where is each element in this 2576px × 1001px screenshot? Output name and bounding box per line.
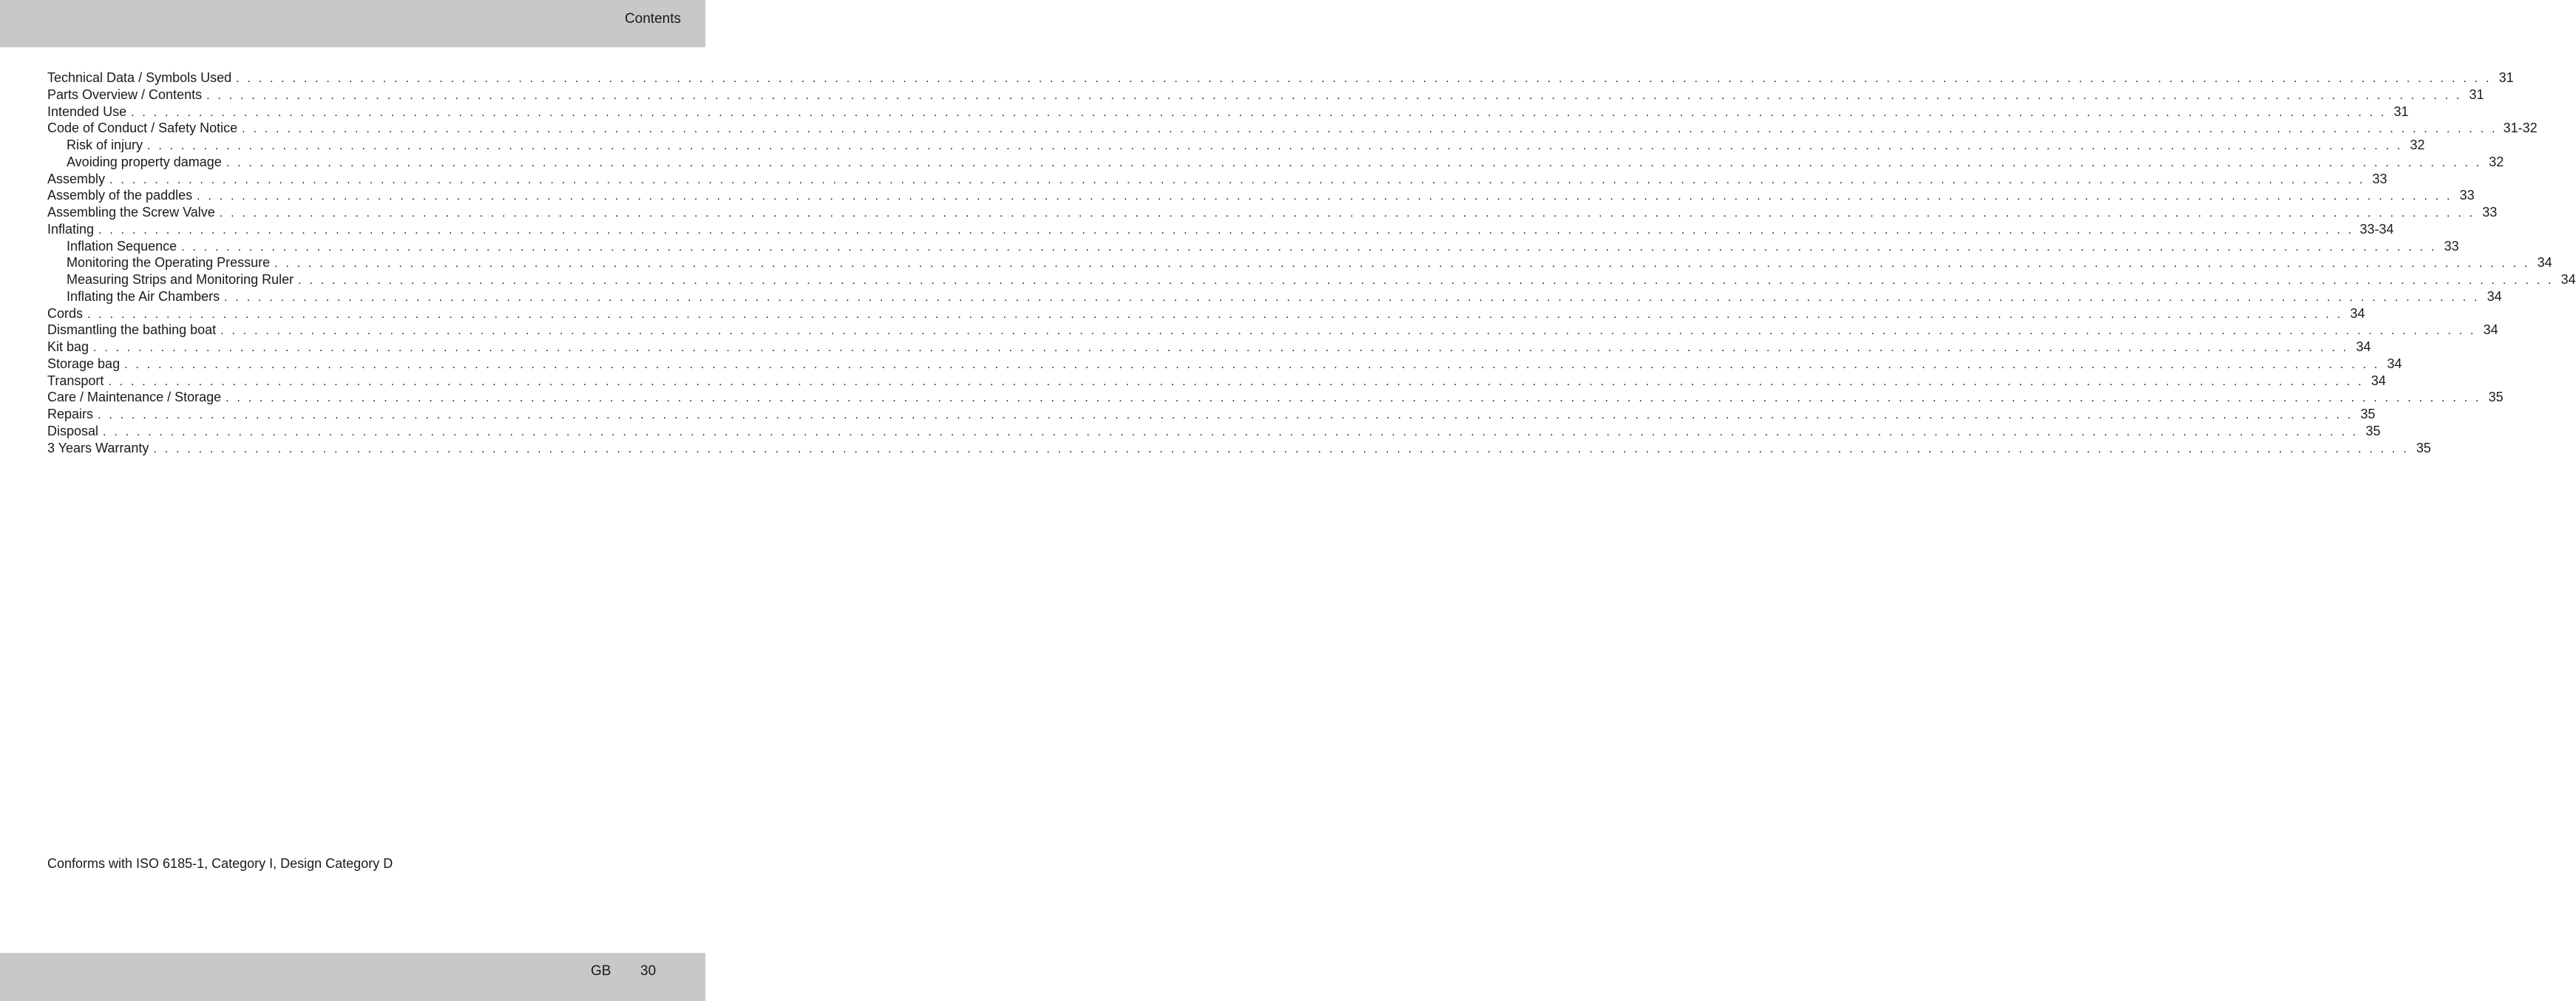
toc-entry-page: 31 [2469,86,2484,102]
toc-entry-page: 33 [2482,205,2498,220]
dot-leader: . . . . . . . . . . . . . . . . . . . . . . . . . . . . . . . . . . . . . . . . . . . . . . . . . . . . . . . . . . . . . . . . . . . . . . . . . . . . . . . . . . . . . . . . . . . . . . . . . . . . . . . . . . . . . . . . . . . . . . . . . . . . . . . . . . . . . . . . . . . . . . . . . . . . . . . . . . . . . . . . . . . . . . . . . . . . . . . . . . . . . . . . . . . . . . . . . . . . . . . . [131,106,2387,119]
toc-entry-label: Measuring Strips and Monitoring Ruler [67,272,294,287]
toc-entry-page: 31 [2393,104,2409,119]
dot-leader: . . . . . . . . . . . . . . . . . . . . . . . . . . . . . . . . . . . . . . . . . . . . . . . . . . . . . . . . . . . . . . . . . . . . . . . . . . . . . . . . . . . . . . . . . . . . . . . . . . . . . . . . . . . . . . . . . . . . . . . . . . . . . . . . . . . . . . . . . . . . . . . . . . . . . . . . . . . . . . . . . . . . . . . . . . . . . . . . . . . . . . . . . . . . . . . . . . . . . . . . [108,375,2364,388]
toc-entry-label: Care / Maintenance / Storage [47,390,222,405]
toc-entry[interactable] [47,187,2475,204]
toc-entry-label: Cords [47,305,84,321]
dot-leader: . . . . . . . . . . . . . . . . . . . . . . . . . . . . . . . . . . . . . . . . . . . . . . . . . . . . . . . . . . . . . . . . . . . . . . . . . . . . . . . . . . . . . . . . . . . . . . . . . . . . . . . . . . . . . . . . . . . . . . . . . . . . . . . . . . . . . . . . . . . . . . . . . . . . . . . . . . . . . . . . . . . . . . . . . . . . . . . . . . . . . . . . . . . . . . . . . . . . . . . . [103,425,2359,438]
dot-leader: . . . . . . . . . . . . . . . . . . . . . . . . . . . . . . . . . . . . . . . . . . . . . . . . . . . . . . . . . . . . . . . . . . . . . . . . . . . . . . . . . . . . . . . . . . . . . . . . . . . . . . . . . . . . . . . . . . . . . . . . . . . . . . . . . . . . . . . . . . . . . . . . . . . . . . . . . . . . . . . . . . . . . . . . . . . . . . . . . . . . . . . . . . . . . . . . . . . . . . . . [147,140,2403,152]
toc-entry-label: Monitoring the Operating Pressure [67,255,271,271]
toc-entry-page: 32 [2410,138,2425,152]
toc-entry-page: 31-32 [2503,121,2538,136]
toc-entry-label: Avoiding property damage [67,154,222,169]
dot-leader: . . . . . . . . . . . . . . . . . . . . . . . . . . . . . . . . . . . . . . . . . . . . . . . . . . . . . . . . . . . . . . . . . . . . . . . . . . . . . . . . . . . . . . . . . . . . . . . . . . . . . . . . . . . . . . . . . . . . . . . . . . . . . . . . . . . . . . . . . . . . . . . . . . . . . . . . . . . . . . . . . . . . . . . . . . . . . . . . . . . . . . . . . . . . . . . . . . . . . . . . [226,392,2481,405]
toc-entry[interactable] [47,104,2409,121]
toc-entry-label: Disposal [47,423,99,438]
toc-entry-label: Technical Data / Symbols Used [47,70,232,85]
dot-leader: . . . . . . . . . . . . . . . . . . . . . . . . . . . . . . . . . . . . . . . . . . . . . . . . . . . . . . . . . . . . . . . . . . . . . . . . . . . . . . . . . . . . . . . . . . . . . . . . . . . . . . . . . . . . . . . . . . . . . . . . . . . . . . . . . . . . . . . . . . . . . . . . . . . . . . . . . . . . . . . . . . . . . . . . . . . . . . . . . . . . . . . . . . . . . . . . . . . . . . . . [242,123,2498,136]
toc-entry[interactable] [47,204,2498,221]
toc-entry-label: Risk of injury [67,138,143,152]
toc-entry[interactable] [47,339,2371,356]
toc-entry-label: Assembling the Screw Valve [47,205,215,220]
toc-entry-label: 3 Years Warranty [47,440,149,455]
toc-entry-label: Intended Use [47,104,127,119]
toc-entry[interactable] [47,171,2387,188]
toc-entry[interactable] [47,254,2552,271]
toc-entry-label: Assembly of the paddles [47,188,193,203]
toc-entry-label: Kit bag [47,339,89,354]
dot-leader: . . . . . . . . . . . . . . . . . . . . . . . . . . . . . . . . . . . . . . . . . . . . . . . . . . . . . . . . . . . . . . . . . . . . . . . . . . . . . . . . . . . . . . . . . . . . . . . . . . . . . . . . . . . . . . . . . . . . . . . . . . . . . . . . . . . . . . . . . . . . . . . . . . . . . . . . . . . . . . . . . . . . . . . . . . . . . . . . . . . . . . . . . . . . . . . . . . . . . . . . [87,308,2343,321]
toc-entry[interactable] [47,137,2425,154]
toc-entry-page: 35 [2360,407,2376,421]
toc-entry[interactable] [47,154,2504,171]
toc-entry-page: 32 [2489,154,2504,169]
toc-entry-label: Code of Conduct / Safety Notice [47,121,238,136]
page-number: 30 [640,963,657,979]
page-title: Contents [624,11,681,27]
toc-entry-page: 34 [2356,339,2371,354]
toc-entry-page: 34 [2537,255,2552,271]
toc-entry-page: 34 [2483,322,2498,338]
dot-leader: . . . . . . . . . . . . . . . . . . . . . . . . . . . . . . . . . . . . . . . . . . . . . . . . . . . . . . . . . . . . . . . . . . . . . . . . . . . . . . . . . . . . . . . . . . . . . . . . . . . . . . . . . . . . . . . . . . . . . . . . . . . . . . . . . . . . . . . . . . . . . . . . . . . . . . . . . . . . . . . . . . . . . . . . . . . . . . . . . . . . . . . . . . . . . . . . . . . . . . . . [226,156,2482,169]
toc-entry[interactable] [47,440,2431,457]
language-code: GB [591,963,611,979]
toc-entry[interactable] [47,373,2386,390]
toc-entry-page: 35 [2416,440,2431,455]
toc-entry[interactable] [47,389,2504,406]
toc-entry-label: Inflating [47,221,95,237]
toc-entry-label: Assembly [47,171,106,186]
toc-entry-page: 34 [2350,305,2365,321]
toc-entry[interactable] [47,322,2498,339]
toc-entry[interactable] [47,406,2376,423]
toc-entry-label: Storage bag [47,356,121,371]
toc-entry[interactable] [47,86,2484,104]
toc-entry-label: Repairs [47,407,94,421]
toc-entry-page: 33 [2444,238,2459,254]
dot-leader: . . . . . . . . . . . . . . . . . . . . . . . . . . . . . . . . . . . . . . . . . . . . . . . . . . . . . . . . . . . . . . . . . . . . . . . . . . . . . . . . . . . . . . . . . . . . . . . . . . . . . . . . . . . . . . . . . . . . . . . . . . . . . . . . . . . . . . . . . . . . . . . . . . . . . . . . . . . . . . . . . . . . . . . . . . . . . . . . . . . . . . . . . . . . . . . . . . . . . . . . [206,89,2462,102]
toc-entry-page: 34 [2487,288,2502,304]
toc-entry-page: 33 [2372,171,2387,186]
header-bar [0,0,705,47]
dot-leader: . . . . . . . . . . . . . . . . . . . . . . . . . . . . . . . . . . . . . . . . . . . . . . . . . . . . . . . . . . . . . . . . . . . . . . . . . . . . . . . . . . . . . . . . . . . . . . . . . . . . . . . . . . . . . . . . . . . . . . . . . . . . . . . . . . . . . . . . . . . . . . . . . . . . . . . . . . . . . . . . . . . . . . . . . . . . . . . . . . . . . . . . . . . . . . . . . . . . . . . . [181,240,2437,254]
toc-entry-label: Parts Overview / Contents [47,86,203,102]
toc-entry-page: 35 [2365,423,2381,438]
toc-entry[interactable] [47,120,2538,137]
dot-leader: . . . . . . . . . . . . . . . . . . . . . . . . . . . . . . . . . . . . . . . . . . . . . . . . . . . . . . . . . . . . . . . . . . . . . . . . . . . . . . . . . . . . . . . . . . . . . . . . . . . . . . . . . . . . . . . . . . . . . . . . . . . . . . . . . . . . . . . . . . . . . . . . . . . . . . . . . . . . . . . . . . . . . . . . . . . . . . . . . . . . . . . . . . . . . . . . . . . . . . . . [124,358,2380,371]
toc-entry-label: Transport [47,373,104,388]
toc-entry[interactable] [47,221,2394,238]
table-of-contents [47,69,2576,456]
toc-entry-page: 34 [2387,356,2402,371]
dot-leader: . . . . . . . . . . . . . . . . . . . . . . . . . . . . . . . . . . . . . . . . . . . . . . . . . . . . . . . . . . . . . . . . . . . . . . . . . . . . . . . . . . . . . . . . . . . . . . . . . . . . . . . . . . . . . . . . . . . . . . . . . . . . . . . . . . . . . . . . . . . . . . . . . . . . . . . . . . . . . . . . . . . . . . . . . . . . . . . . . . . . . . . . . . . . . . . . . . . . . . . . [274,257,2530,271]
dot-leader: . . . . . . . . . . . . . . . . . . . . . . . . . . . . . . . . . . . . . . . . . . . . . . . . . . . . . . . . . . . . . . . . . . . . . . . . . . . . . . . . . . . . . . . . . . . . . . . . . . . . . . . . . . . . . . . . . . . . . . . . . . . . . . . . . . . . . . . . . . . . . . . . . . . . . . . . . . . . . . . . . . . . . . . . . . . . . . . . . . . . . . . . . . . . . . . . . . . . . . . . [197,190,2453,203]
toc-entry-label: Inflation Sequence [67,238,177,254]
toc-entry-page: 35 [2488,390,2504,405]
toc-entry-page: 33 [2459,188,2475,203]
toc-entry-page: 34 [2370,373,2386,388]
toc-entry-label: Dismantling the bathing boat [47,322,217,338]
dot-leader: . . . . . . . . . . . . . . . . . . . . . . . . . . . . . . . . . . . . . . . . . . . . . . . . . . . . . . . . . . . . . . . . . . . . . . . . . . . . . . . . . . . . . . . . . . . . . . . . . . . . . . . . . . . . . . . . . . . . . . . . . . . . . . . . . . . . . . . . . . . . . . . . . . . . . . . . . . . . . . . . . . . . . . . . . . . . . . . . . . . . . . . . . . . . . . . . . . . . . . . . [219,207,2475,220]
conformity-statement: Conforms with ISO 6185-1, Category I, Design Category D [47,856,393,871]
toc-entry[interactable] [47,271,2576,288]
toc-entry-page: 33-34 [2359,221,2394,237]
toc-entry[interactable] [47,69,2514,86]
dot-leader: . . . . . . . . . . . . . . . . . . . . . . . . . . . . . . . . . . . . . . . . . . . . . . . . . . . . . . . . . . . . . . . . . . . . . . . . . . . . . . . . . . . . . . . . . . . . . . . . . . . . . . . . . . . . . . . . . . . . . . . . . . . . . . . . . . . . . . . . . . . . . . . . . . . . . . . . . . . . . . . . . . . . . . . . . . . . . . . . . . . . . . . . . . . . . . . . . . . . . . . . [93,342,2349,354]
toc-entry[interactable] [47,288,2502,305]
toc-entry-page: 34 [2560,272,2576,287]
dot-leader: . . . . . . . . . . . . . . . . . . . . . . . . . . . . . . . . . . . . . . . . . . . . . . . . . . . . . . . . . . . . . . . . . . . . . . . . . . . . . . . . . . . . . . . . . . . . . . . . . . . . . . . . . . . . . . . . . . . . . . . . . . . . . . . . . . . . . . . . . . . . . . . . . . . . . . . . . . . . . . . . . . . . . . . . . . . . . . . . . . . . . . . . . . . . . . . . . . . . . . . . [298,274,2554,287]
dot-leader: . . . . . . . . . . . . . . . . . . . . . . . . . . . . . . . . . . . . . . . . . . . . . . . . . . . . . . . . . . . . . . . . . . . . . . . . . . . . . . . . . . . . . . . . . . . . . . . . . . . . . . . . . . . . . . . . . . . . . . . . . . . . . . . . . . . . . . . . . . . . . . . . . . . . . . . . . . . . . . . . . . . . . . . . . . . . . . . . . . . . . . . . . . . . . . . . . . . . . . . . [236,72,2492,85]
toc-entry[interactable] [47,305,2365,322]
toc-entry-label: Inflating the Air Chambers [67,288,220,304]
dot-leader: . . . . . . . . . . . . . . . . . . . . . . . . . . . . . . . . . . . . . . . . . . . . . . . . . . . . . . . . . . . . . . . . . . . . . . . . . . . . . . . . . . . . . . . . . . . . . . . . . . . . . . . . . . . . . . . . . . . . . . . . . . . . . . . . . . . . . . . . . . . . . . . . . . . . . . . . . . . . . . . . . . . . . . . . . . . . . . . . . . . . . . . . . . . . . . . . . . . . . . . . [224,291,2480,304]
dot-leader: . . . . . . . . . . . . . . . . . . . . . . . . . . . . . . . . . . . . . . . . . . . . . . . . . . . . . . . . . . . . . . . . . . . . . . . . . . . . . . . . . . . . . . . . . . . . . . . . . . . . . . . . . . . . . . . . . . . . . . . . . . . . . . . . . . . . . . . . . . . . . . . . . . . . . . . . . . . . . . . . . . . . . . . . . . . . . . . . . . . . . . . . . . . . . . . . . . . . . . . . [153,442,2409,455]
toc-entry[interactable] [47,423,2381,440]
dot-leader: . . . . . . . . . . . . . . . . . . . . . . . . . . . . . . . . . . . . . . . . . . . . . . . . . . . . . . . . . . . . . . . . . . . . . . . . . . . . . . . . . . . . . . . . . . . . . . . . . . . . . . . . . . . . . . . . . . . . . . . . . . . . . . . . . . . . . . . . . . . . . . . . . . . . . . . . . . . . . . . . . . . . . . . . . . . . . . . . . . . . . . . . . . . . . . . . . . . . . . . . [98,223,2354,237]
dot-leader: . . . . . . . . . . . . . . . . . . . . . . . . . . . . . . . . . . . . . . . . . . . . . . . . . . . . . . . . . . . . . . . . . . . . . . . . . . . . . . . . . . . . . . . . . . . . . . . . . . . . . . . . . . . . . . . . . . . . . . . . . . . . . . . . . . . . . . . . . . . . . . . . . . . . . . . . . . . . . . . . . . . . . . . . . . . . . . . . . . . . . . . . . . . . . . . . . . . . . . . . [220,325,2476,338]
footer-bar [0,953,705,1001]
dot-leader: . . . . . . . . . . . . . . . . . . . . . . . . . . . . . . . . . . . . . . . . . . . . . . . . . . . . . . . . . . . . . . . . . . . . . . . . . . . . . . . . . . . . . . . . . . . . . . . . . . . . . . . . . . . . . . . . . . . . . . . . . . . . . . . . . . . . . . . . . . . . . . . . . . . . . . . . . . . . . . . . . . . . . . . . . . . . . . . . . . . . . . . . . . . . . . . . . . . . . . . . [109,173,2365,186]
toc-entry-page: 31 [2498,70,2514,85]
toc-entry[interactable] [47,356,2402,373]
dot-leader: . . . . . . . . . . . . . . . . . . . . . . . . . . . . . . . . . . . . . . . . . . . . . . . . . . . . . . . . . . . . . . . . . . . . . . . . . . . . . . . . . . . . . . . . . . . . . . . . . . . . . . . . . . . . . . . . . . . . . . . . . . . . . . . . . . . . . . . . . . . . . . . . . . . . . . . . . . . . . . . . . . . . . . . . . . . . . . . . . . . . . . . . . . . . . . . . . . . . . . . . [98,409,2353,421]
toc-entry[interactable] [47,238,2459,255]
